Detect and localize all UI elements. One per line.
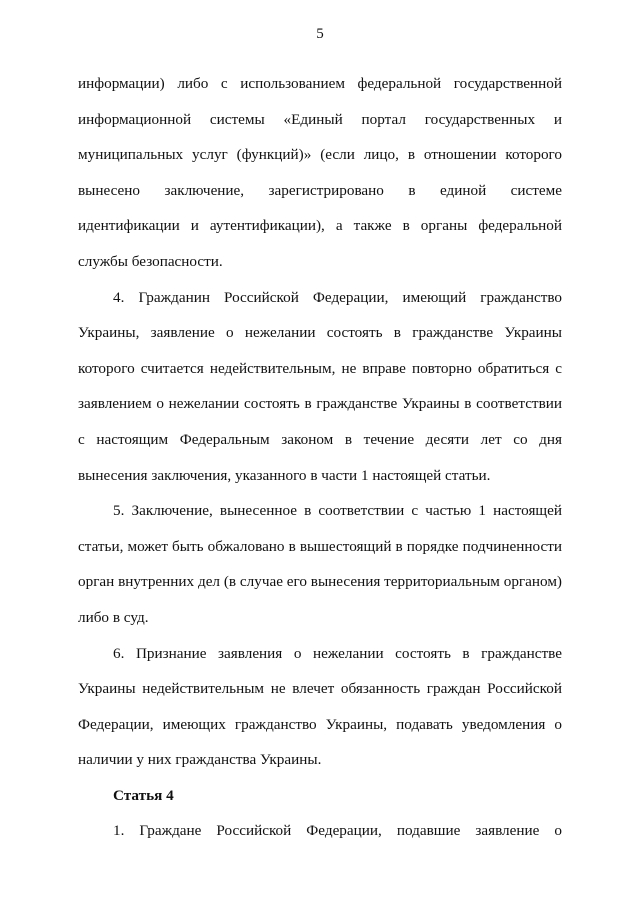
paragraph-item-5: 5. Заключение, вынесенное в соответствии с частью 1 настоящей статьи, может быть обжаловано в вышестоящий в порядке подчиненности орган внутренних дел (в случае его вынесения территориальным органом) либо в суд. [78, 502, 562, 626]
paragraph-item-4: 4. Гражданин Российской Федерации, имеющий гражданство Украины, заявление о нежелании состоять в гражданстве Украины которого считается недействительным, не вправе повторно обратиться с заявлением о нежелании состоять в гражданстве Украины в соответствии с настоящим Федеральным законом в течение десяти лет со дня вынесения заключения, указанного в части 1 настоящей статьи. [78, 288, 562, 484]
page-number: 5 [316, 26, 324, 42]
article-4-item-1: 1. Граждане Российской Федерации, подавшие заявление о [113, 822, 562, 840]
paragraph-continuation: информации) либо с использованием федеральной государственной информационной системы «Единый портал государственных и муниципальных услуг (функций)» (если лицо, в отношении которого вынесено заключение, зарегистрировано в единой системе идентификации и аутентификации), а также в органы федеральной службы безопасности. [78, 75, 562, 270]
paragraph-item-6: 6. Признание заявления о нежелании состоять в гражданстве Украины недействительным не влечет обязанность граждан Российской Федерации, имеющих гражданство Украины, подавать уведомления о наличии у них гражданства Украины. [78, 644, 562, 769]
article-heading: Статья 4 [113, 786, 174, 804]
document-body [78, 66, 562, 849]
